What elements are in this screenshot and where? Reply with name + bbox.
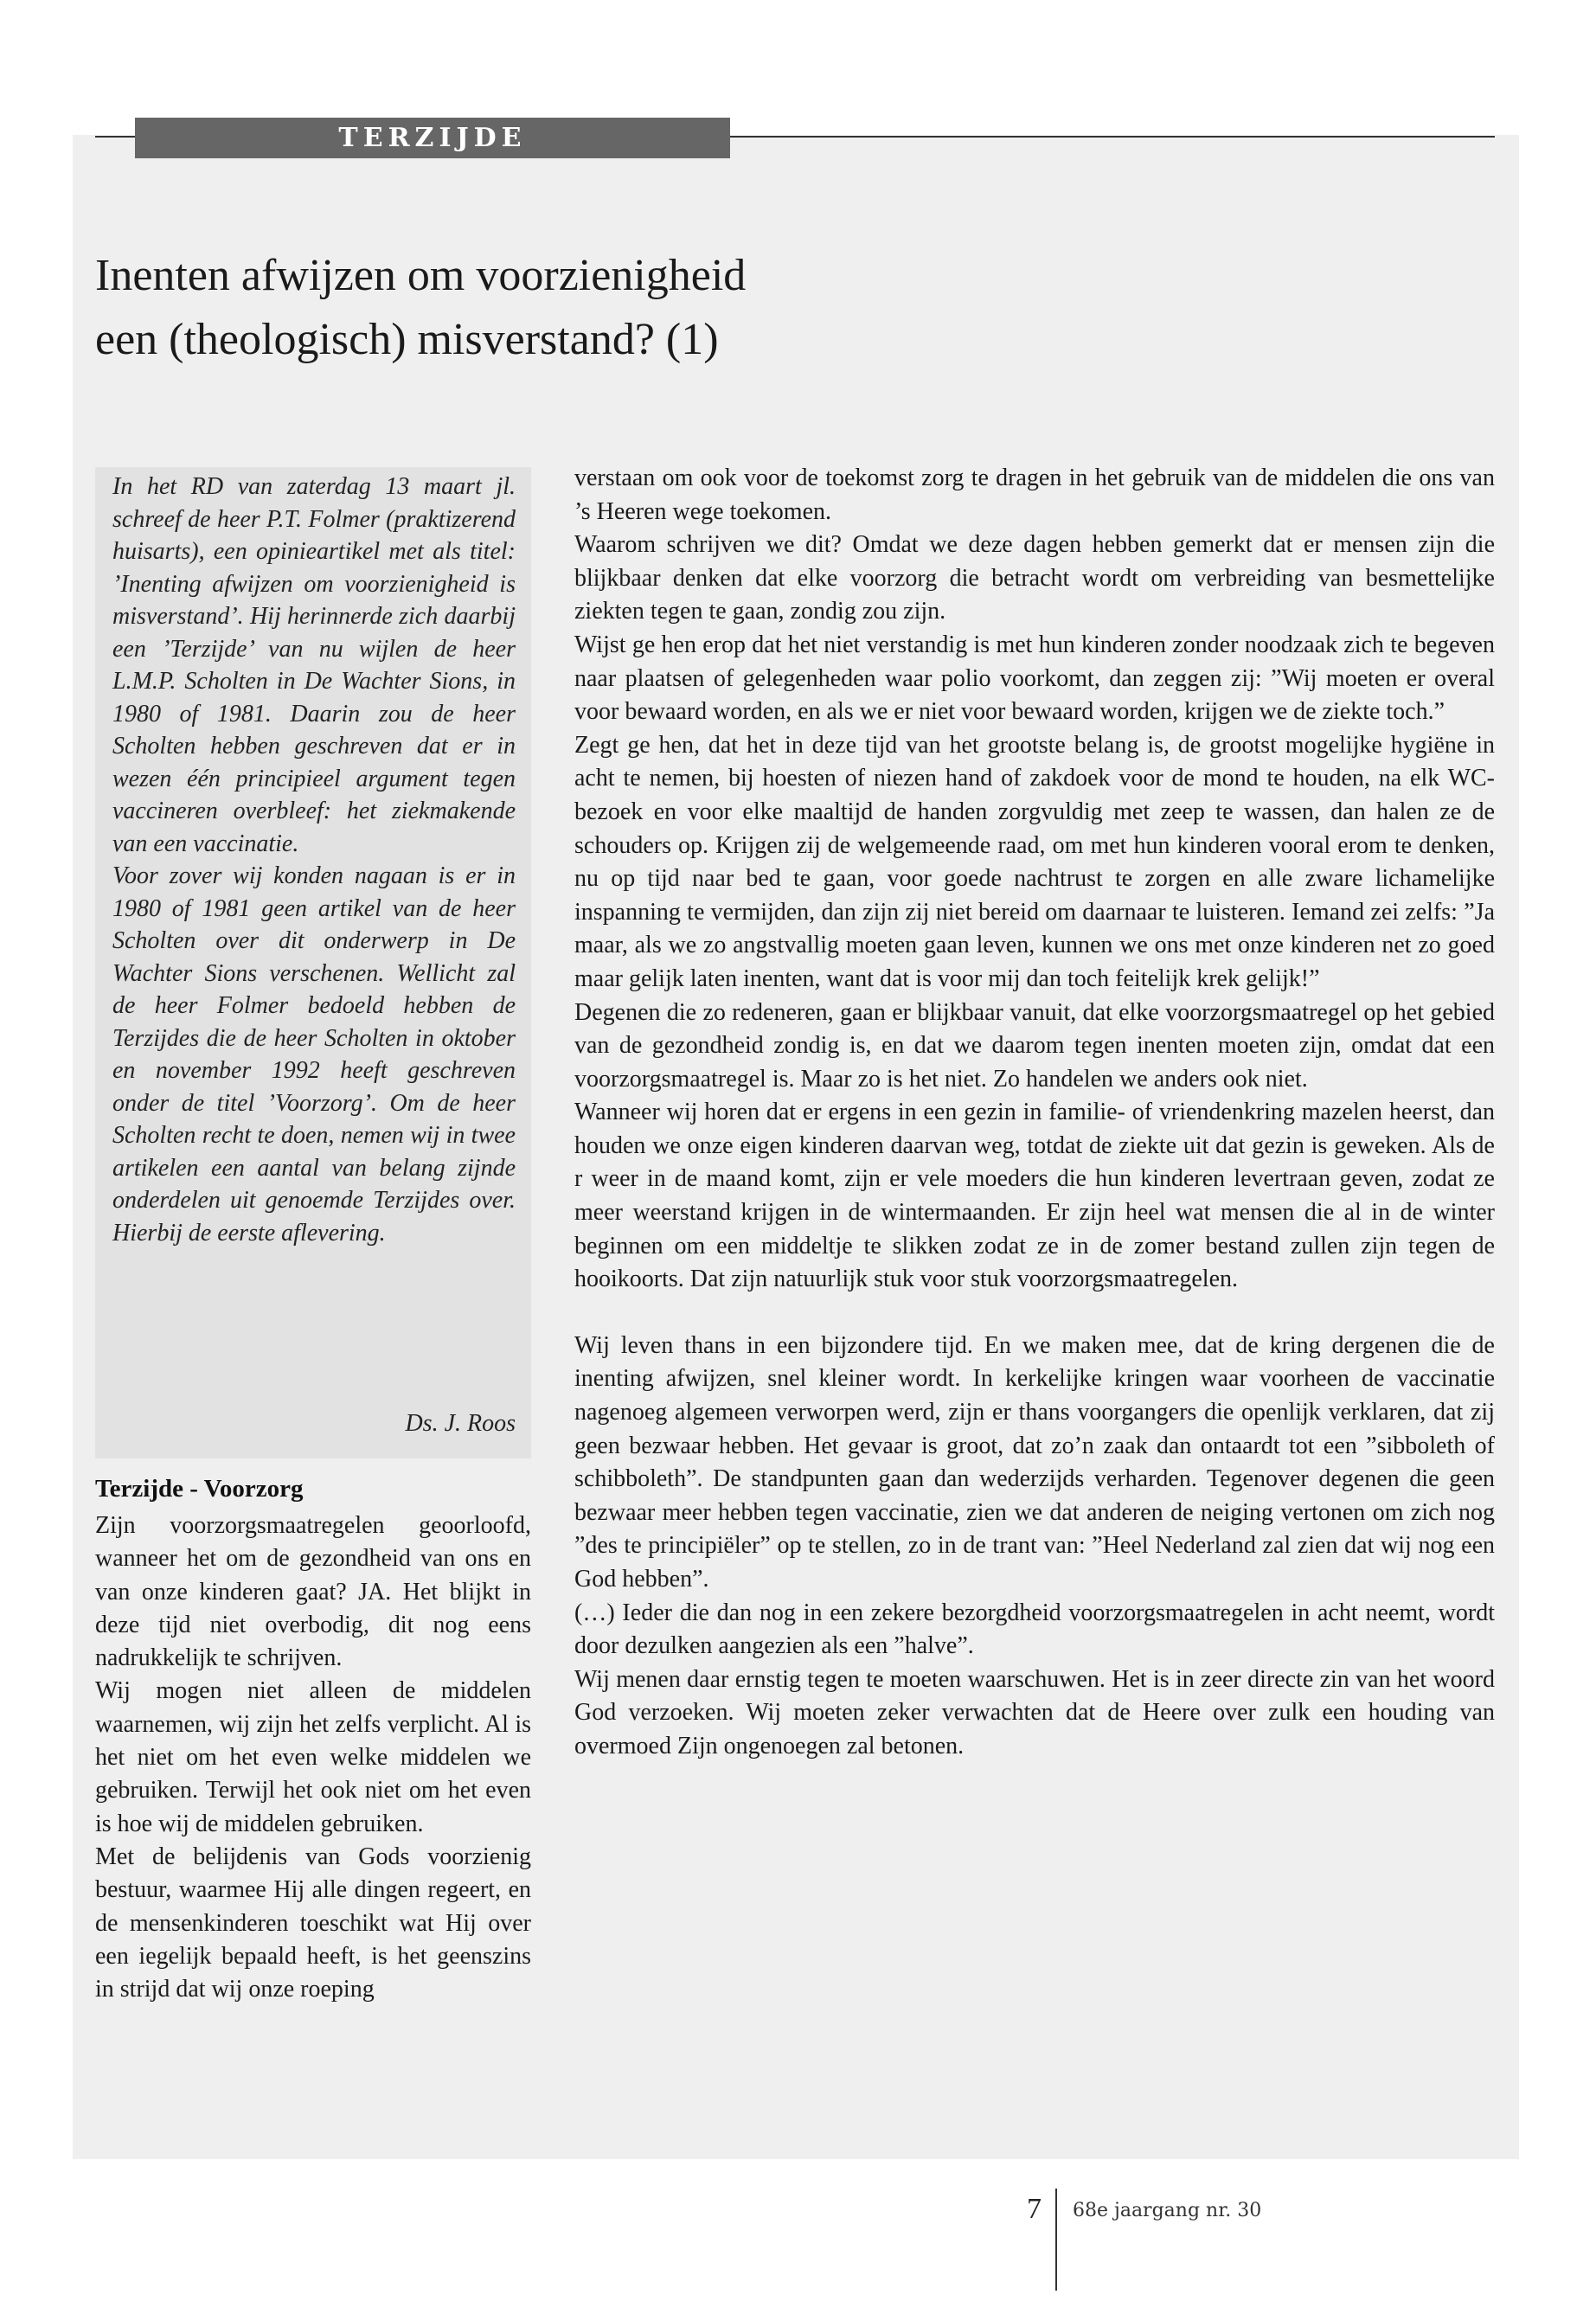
body-paragraph: Degenen die zo redeneren, gaan er blijkbaar vanuit, dat elke voorzorgsmaatregel op het gebied van de gezondheid zondig is, en dat we daarom tegen inenten moeten zijn, omdat dat een voorzorgsmaatregel is. Maar zo is het niet. Zo handelen we anders ook niet. bbox=[574, 998, 1495, 1093]
page-number: 7 bbox=[1027, 2193, 1042, 2225]
body-paragraph: (…) Ieder die dan nog in een zekere bezorgdheid voorzorgsmaatregelen in acht neemt, wordt door dezulken aangezien als een ”halve”. bbox=[574, 1599, 1495, 1660]
body-paragraph: Wijst ge hen erop dat het niet verstandig is met hun kinderen zonder noodzaak zich te begeven naar plaatsen of gelegenheden waar polio voorkomt, dan zeggen zij: ”Wij moeten er overal voor bewaard worden, en als we er niet voor bewaard worden, krijgen we de ziekte toch.” bbox=[574, 631, 1495, 726]
title-line-1: Inenten afwijzen om voorzienigheid bbox=[95, 251, 747, 300]
body-paragraph: Wij leven thans in een bijzondere tijd. En we maken mee, dat de kring dergenen die de inenting afwijzen, snel kleiner wordt. In kerkelijke kringen waar voorheen de vaccinatie nagenoeg algemeen verworpen werd, zijn er thans voorgangers die openlijk verklaren, dat zij geen bezwaar hebben. Het gevaar is groot, dat zo’n zaak dan ontaardt tot een ”sibboleth of schibboleth”. De standpunten gaan dan wederzijds verharden. Tegenover degenen die geen bezwaar meer hebben tegen vaccinatie, zien we dat anderen de neiging vertonen om zich nog ”des te principiëler” op te stellen, zo in de trant van: ”Heel Nederland zal zien dat wij nog een God hebben”. bbox=[574, 1331, 1495, 1593]
right-column bbox=[574, 462, 1495, 1764]
intro-text bbox=[112, 471, 516, 1249]
section-label: TERZIJDE bbox=[135, 118, 730, 158]
body-paragraph: Zegt ge hen, dat het in deze tijd van het grootste belang is, de grootst mogelijke hygiëne in acht te nemen, bij hoesten of niezen hand of zakdoek voor de mond te houden, na elk WC-bezoek en voor elke maaltijd de handen zorgvuldig met zeep te wassen, dan halen ze de schouders op. Krijgen zij de welgemeende raad, om met hun kinderen vooral erom te denken, nu op tijd naar bed te gaan, voor goede nachtrust te zorgen en alle zware lichamelijke inspanning te vermijden, dan zijn zij niet bereid om daarnaar te luisteren. Iemand zei zelfs: ”Ja maar, als we zo angstvallig moeten gaan leven, kunnen we ons met onze kinderen net zo goed maar gelijk laten inenten, want dat is voor mij dan toch feitelijk krek gelijk!” bbox=[574, 731, 1495, 992]
body-paragraph: Wij mogen niet alleen de middelen waarnemen, wij zijn het zelfs verplicht. Al is het niet om het even welke middelen we gebruiken. Terwijl het ook niet om het even is hoe wij de middelen gebruiken. bbox=[95, 1677, 531, 1837]
article-title bbox=[95, 244, 1220, 372]
subheading: Terzijde - Voorzorg bbox=[95, 1475, 304, 1503]
body-paragraph: Waarom schrijven we dit? Omdat we deze dagen hebben gemerkt dat er mensen zijn die blijkbaar denken dat elke voorzorg die betracht wordt om verbreiding van besmettelijke ziekten tegen te gaan, zondig zou zijn. bbox=[574, 531, 1495, 625]
body-paragraph: Met de belijdenis van Gods voorzienig bestuur, waarmee Hij alle dingen regeert, en de mensenkinderen toeschikt wat Hij over een iegelijk bepaald heeft, is het geenszins in strijd dat wij onze roeping bbox=[95, 1843, 531, 2003]
title-line-2: een (theologisch) misverstand? (1) bbox=[95, 315, 719, 364]
issue-label: 68e jaargang nr. 30 bbox=[1073, 2200, 1262, 2221]
left-column bbox=[95, 1509, 531, 2006]
intro-signature: Ds. J. Roos bbox=[405, 1410, 516, 1437]
body-paragraph: verstaan om ook voor de toekomst zorg te dragen in het gebruik van de middelen die ons van ’s Heeren wege toekomen. bbox=[574, 465, 1495, 525]
footer-divider bbox=[1055, 2189, 1057, 2291]
body-paragraph: Wanneer wij horen dat er ergens in een gezin in familie- of vriendenkring mazelen heerst, dan houden we onze eigen kinderen daarvan weg, totdat de ziekte uit dat gezin is geweken. Als de r weer in de maand komt, zijn er vele moeders die hun kinderen levertraan geven, zodat ze meer weerstand krijgen in de wintermaanden. Er zijn heel wat mensen die al in de winter beginnen om een middeltje te slikken zodat ze in de zomer bestand zullen zijn tegen de hooikoorts. Dat zijn natuurlijk stuk voor stuk voorzorgsmaatregelen. bbox=[574, 1099, 1495, 1293]
intro-paragraph: Voor zover wij konden nagaan is er in 1980 of 1981 geen artikel van de heer Scholten over dit onderwerp in De Wachter Sions verschenen. Wellicht zal de heer Folmer bedoeld hebben de Terzijdes die de heer Scholten in oktober en november 1992 heeft geschreven onder de titel ’Voorzorg’. Om de heer Scholten recht te doen, nemen wij in twee artikelen een aantal van belang zijnde onderdelen uit genoemde Terzijdes over. Hierbij de eerste aflevering. bbox=[112, 862, 516, 1247]
body-paragraph: Wij menen daar ernstig tegen te moeten waarschuwen. Het is in zeer directe zin van het woord God verzoeken. Wij moeten zeker verwachten dat de Heere over zulk een houding van overmoed Zijn ongenoegen zal betonen. bbox=[574, 1665, 1495, 1759]
intro-paragraph: In het RD van zaterdag 13 maart jl. schreef de heer P.T. Folmer (praktizerend huisarts), een opinieartikel met als titel: ’Inenting afwijzen om voorzienigheid is misverstand’. Hij herinnerde zich daarbij een ’Terzijde’ van nu wijlen de heer L.M.P. Scholten in De Wachter Sions, in 1980 of 1981. Daarin zou de heer Scholten hebben geschreven dat er in wezen één principieel argument tegen vaccineren overbleef: het ziekmakende van een vaccinatie. bbox=[112, 473, 516, 857]
body-paragraph: Zijn voorzorgsmaatregelen geoorloofd, wanneer het om de gezondheid van ons en van onze kinderen gaat? JA. Het blijkt in deze tijd niet overbodig, dit nog eens nadrukkelijk te schrijven. bbox=[95, 1512, 531, 1672]
